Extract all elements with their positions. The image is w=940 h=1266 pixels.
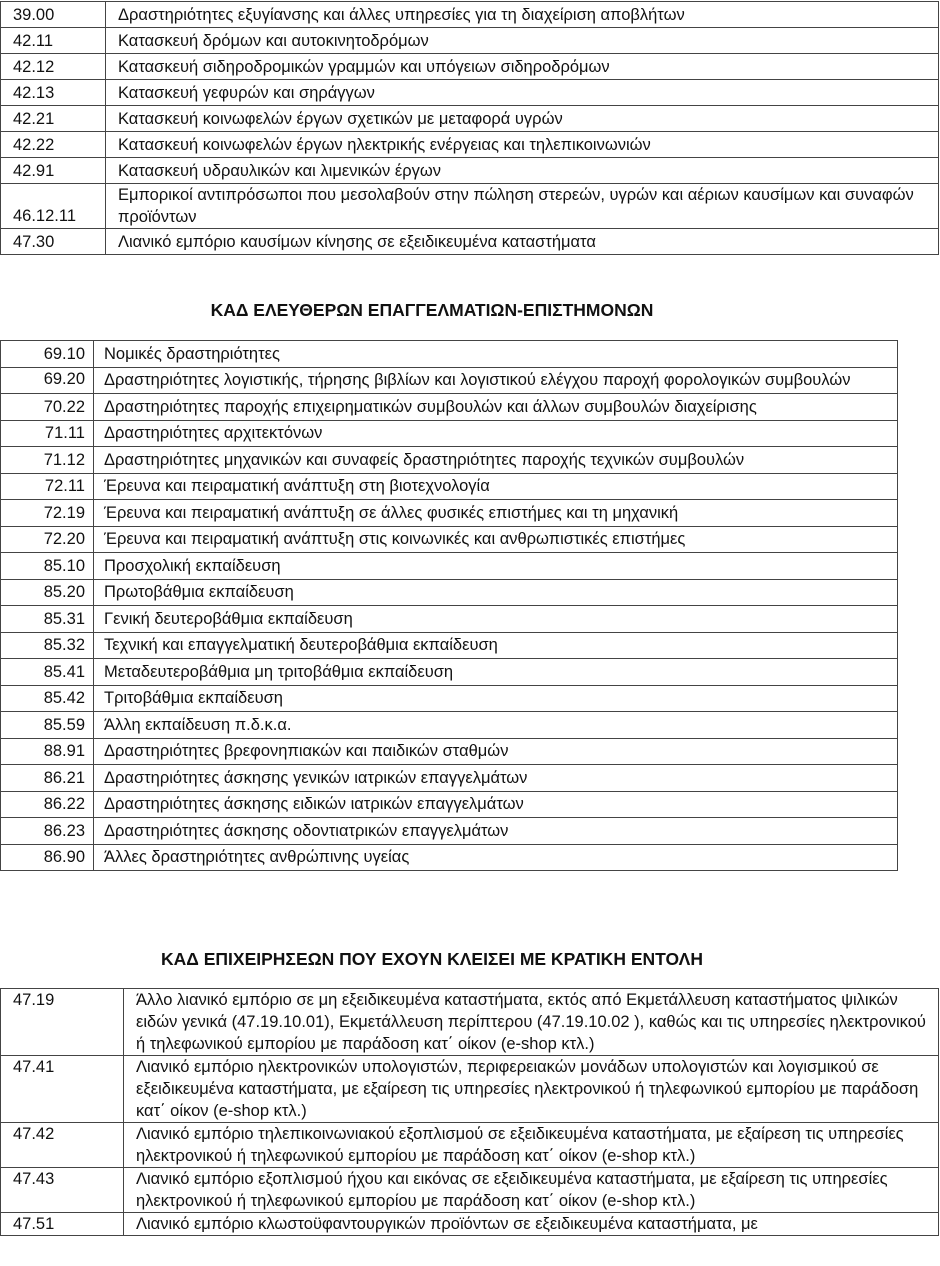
kad-description: Εμπορικοί αντιπρόσωποι που μεσολαβούν στην πώληση στερεών, υγρών και αέριων καυσίμων και συναφών προϊόντων [106, 184, 939, 229]
kad-code: 42.11 [1, 28, 106, 54]
table-row [1, 659, 898, 686]
table-row [1, 579, 898, 606]
table-row [1, 1168, 939, 1213]
table-row [1, 132, 939, 158]
kad-code: 72.20 [1, 526, 94, 553]
table-row [1, 500, 898, 527]
kad-description: Άλλο λιανικό εμπόριο σε μη εξειδικευμένα καταστήματα, εκτός από Εκμετάλλευση καταστήματος ψιλικών ειδών γενικά (47.19.10.01), Εκμετάλλευση περίπτερου (47.19.10.02 ), καθώς και τις υπηρεσίες ηλεκτρονικού ή τηλεφωνικού εμπορίου με παράδοση κατ΄ οίκον (e-shop κτλ.) [124, 989, 939, 1056]
kad-description: Κατασκευή κοινωφελών έργων σχετικών με μεταφορά υγρών [106, 106, 939, 132]
kad-code: 71.12 [1, 447, 94, 474]
kad-description: Πρωτοβάθμια εκπαίδευση [94, 579, 898, 606]
kad-description: Δραστηριότητες μηχανικών και συναφείς δραστηριότητες παροχής τεχνικών συμβουλών [94, 447, 898, 474]
kad-description: Νομικές δραστηριότητες [94, 341, 898, 368]
table-row [1, 394, 898, 421]
table-row [1, 989, 939, 1056]
table-row [1, 632, 898, 659]
kad-code: 85.32 [1, 632, 94, 659]
kad-code: 42.91 [1, 158, 106, 184]
kad-description: Λιανικό εμπόριο εξοπλισμού ήχου και εικόνας σε εξειδικευμένα καταστήματα, με εξαίρεση τις υπηρεσίες ηλεκτρονικού ή τηλεφωνικού εμπορίου με παράδοση κατ΄ οίκον (e-shop κτλ.) [124, 1168, 939, 1213]
kad-description: Έρευνα και πειραματική ανάπτυξη στη βιοτεχνολογία [94, 473, 898, 500]
kad-code: 42.21 [1, 106, 106, 132]
table-row [1, 367, 898, 394]
kad-description: Προσχολική εκπαίδευση [94, 553, 898, 580]
table-row [1, 1123, 939, 1168]
kad-description: Δραστηριότητες λογιστικής, τήρησης βιβλίων και λογιστικού ελέγχου παροχή φορολογικών συμβουλών [94, 367, 898, 394]
table-row [1, 738, 898, 765]
table-row [1, 420, 898, 447]
kad-code: 47.30 [1, 229, 106, 255]
kad-description: Έρευνα και πειραματική ανάπτυξη σε άλλες φυσικές επιστήμες και τη μηχανική [94, 500, 898, 527]
kad-code: 72.11 [1, 473, 94, 500]
kad-description: Τριτοβάθμια εκπαίδευση [94, 685, 898, 712]
kad-code: 85.20 [1, 579, 94, 606]
kad-description: Δραστηριότητες παροχής επιχειρηματικών συμβουλών και άλλων συμβουλών διαχείρισης [94, 394, 898, 421]
section-heading-freelancers: ΚΑΔ ΕΛΕΥΘΕΡΩΝ ΕΠΑΓΓΕΛΜΑΤΙΩΝ-ΕΠΙΣΤΗΜΟΝΩΝ [210, 300, 654, 320]
kad-description: Έρευνα και πειραματική ανάπτυξη στις κοινωνικές και ανθρωπιστικές επιστήμες [94, 526, 898, 553]
kad-table-closed-businesses [0, 988, 939, 1236]
kad-code: 47.19 [1, 989, 124, 1056]
kad-code: 42.13 [1, 80, 106, 106]
table-row [1, 158, 939, 184]
table-row [1, 184, 939, 229]
table-row [1, 553, 898, 580]
kad-code: 72.19 [1, 500, 94, 527]
kad-code: 47.42 [1, 1123, 124, 1168]
kad-code: 47.51 [1, 1213, 124, 1236]
kad-code: 47.43 [1, 1168, 124, 1213]
kad-code: 85.31 [1, 606, 94, 633]
table-row [1, 229, 939, 255]
kad-code: 69.20 [1, 367, 94, 394]
kad-code: 69.10 [1, 341, 94, 368]
kad-description: Κατασκευή δρόμων και αυτοκινητοδρόμων [106, 28, 939, 54]
kad-code: 46.12.11 [1, 184, 106, 229]
kad-code: 86.90 [1, 844, 94, 871]
table-row [1, 341, 898, 368]
kad-code: 70.22 [1, 394, 94, 421]
table-row [1, 1056, 939, 1123]
kad-code: 71.11 [1, 420, 94, 447]
kad-code: 39.00 [1, 2, 106, 28]
table-row [1, 791, 898, 818]
kad-description: Κατασκευή σιδηροδρομικών γραμμών και υπόγειων σιδηροδρόμων [106, 54, 939, 80]
table-row [1, 1213, 939, 1236]
kad-code: 88.91 [1, 738, 94, 765]
table-row [1, 28, 939, 54]
kad-table-construction-fuel [0, 1, 939, 255]
table-row [1, 2, 939, 28]
kad-description: Γενική δευτεροβάθμια εκπαίδευση [94, 606, 898, 633]
kad-code: 86.22 [1, 791, 94, 818]
table-row [1, 844, 898, 871]
table-row [1, 54, 939, 80]
table-row [1, 80, 939, 106]
kad-description: Τεχνική και επαγγελματική δευτεροβάθμια εκπαίδευση [94, 632, 898, 659]
table-row [1, 818, 898, 845]
kad-description: Μεταδευτεροβάθμια μη τριτοβάθμια εκπαίδευση [94, 659, 898, 686]
kad-description: Λιανικό εμπόριο κλωστοϋφαντουργικών προϊόντων σε εξειδικευμένα καταστήματα, με [124, 1213, 939, 1236]
kad-table-freelancers [0, 340, 898, 871]
kad-description: Δραστηριότητες άσκησης οδοντιατρικών επαγγελμάτων [94, 818, 898, 845]
kad-description: Λιανικό εμπόριο ηλεκτρονικών υπολογιστών, περιφερειακών μονάδων υπολογιστών και λογισμικού σε εξειδικευμένα καταστήματα, με εξαίρεση τις υπηρεσίες ηλεκτρονικού ή τηλεφωνικού εμπορίου με παράδοση κατ΄ οίκον (e-shop κτλ.) [124, 1056, 939, 1123]
kad-code: 47.41 [1, 1056, 124, 1123]
kad-description: Άλλες δραστηριότητες ανθρώπινης υγείας [94, 844, 898, 871]
table-row [1, 685, 898, 712]
kad-description: Δραστηριότητες άσκησης ειδικών ιατρικών επαγγελμάτων [94, 791, 898, 818]
table-row [1, 765, 898, 792]
kad-description: Κατασκευή υδραυλικών και λιμενικών έργων [106, 158, 939, 184]
kad-description: Δραστηριότητες άσκησης γενικών ιατρικών επαγγελμάτων [94, 765, 898, 792]
table-row [1, 447, 898, 474]
kad-code: 86.23 [1, 818, 94, 845]
kad-description: Λιανικό εμπόριο τηλεπικοινωνιακού εξοπλισμού σε εξειδικευμένα καταστήματα, με εξαίρεση τις υπηρεσίες ηλεκτρονικού ή τηλεφωνικού εμπορίου με παράδοση κατ΄ οίκον (e-shop κτλ.) [124, 1123, 939, 1168]
kad-code: 42.12 [1, 54, 106, 80]
kad-code: 85.10 [1, 553, 94, 580]
kad-description: Δραστηριότητες βρεφονηπιακών και παιδικών σταθμών [94, 738, 898, 765]
kad-code: 85.42 [1, 685, 94, 712]
kad-description: Λιανικό εμπόριο καυσίμων κίνησης σε εξειδικευμένα καταστήματα [106, 229, 939, 255]
kad-code: 85.59 [1, 712, 94, 739]
kad-code: 85.41 [1, 659, 94, 686]
table-row [1, 526, 898, 553]
table-row [1, 712, 898, 739]
kad-description: Κατασκευή γεφυρών και σηράγγων [106, 80, 939, 106]
kad-description: Δραστηριότητες εξυγίανσης και άλλες υπηρεσίες για τη διαχείριση αποβλήτων [106, 2, 939, 28]
kad-description: Κατασκευή κοινωφελών έργων ηλεκτρικής ενέργειας και τηλεπικοινωνιών [106, 132, 939, 158]
kad-code: 86.21 [1, 765, 94, 792]
kad-description: Άλλη εκπαίδευση π.δ.κ.α. [94, 712, 898, 739]
table-row [1, 106, 939, 132]
kad-code: 42.22 [1, 132, 106, 158]
table-row [1, 473, 898, 500]
table-row [1, 606, 898, 633]
section-heading-closed-businesses: ΚΑΔ ΕΠΙΧΕΙΡΗΣΕΩΝ ΠΟΥ ΕΧΟΥΝ ΚΛΕΙΣΕΙ ΜΕ ΚΡΑΤΙΚΗ ΕΝΤΟΛΗ [161, 949, 703, 969]
kad-description: Δραστηριότητες αρχιτεκτόνων [94, 420, 898, 447]
